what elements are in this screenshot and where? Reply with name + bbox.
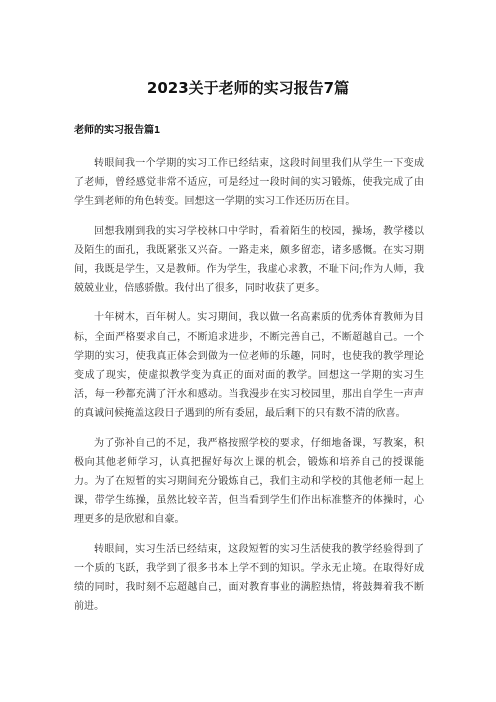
paragraph-1: 转眼间我一个学期的实习工作已经结束，这段时间里我们从学生一下变成了老师，曾经感觉非常不适应，可是经过一段时间的实习锻炼，使我完成了由学生到老师的角色转变。回想这一学期的实习工作还历历在目。 (74, 158, 424, 208)
paragraph-5: 转眼间，实习生活已经结束，这段短暂的实习生活使我的教学经验得到了一个质的飞跃，我学到了很多书本上学不到的知识。学永无止境。在取得好成绩的同时，我时刻不忘超越自己，面对教育事业的满腔热情，将鼓舞着我不断前进。 (74, 543, 424, 613)
paragraph-4: 为了弥补自己的不足，我严格按照学校的要求，仔细地备课，写教案，积极向其他老师学习，认真把握好每次上课的机会，锻炼和培养自己的授课能力。为了在短暂的实习期间充分锻炼自己，我们主动和学校的其他老师一起上课，带学生练操，虽然比较辛苦，但当看到学生们作出标准整齐的体操时，心理更多的是欣慰和自豪。 (74, 437, 424, 526)
section-heading: 老师的实习报告篇1 (74, 125, 161, 136)
paragraph-3: 十年树木，百年树人。实习期间，我以做一名高素质的优秀体育教师为目标，全面严格要求自己，不断追求进步，不断完善自己，不断超越自己。一个学期的实习，使我真正体会到做为一位老师的乐趣，同时，也使我的教学理论变成了现实，使虚拟教学变为真正的面对面的教学。回想这一学期的实习生活，每一秒都充满了汗水和感动。当我漫步在实习校园里，那出自学生一声声的真诚问候掩盖这段日子遇到的所有委屈，最后剩下的只有数不清的欣喜。 (74, 312, 424, 420)
page-title: 2023关于老师的实习报告7篇 (146, 79, 350, 97)
paragraph-2: 回想我刚到我的实习学校林口中学时，看着陌生的校园，操场，教学楼以及陌生的面孔，我既紧张又兴奋。一路走来，颇多留恋，诸多感慨。在实习期间，我既是学生，又是教师。作为学生，我虚心求教，不耻下问;作为人师，我兢兢业业，倍感骄傲。我付出了很多，同时收获了更多。 (74, 225, 424, 295)
body-text (74, 154, 424, 626)
